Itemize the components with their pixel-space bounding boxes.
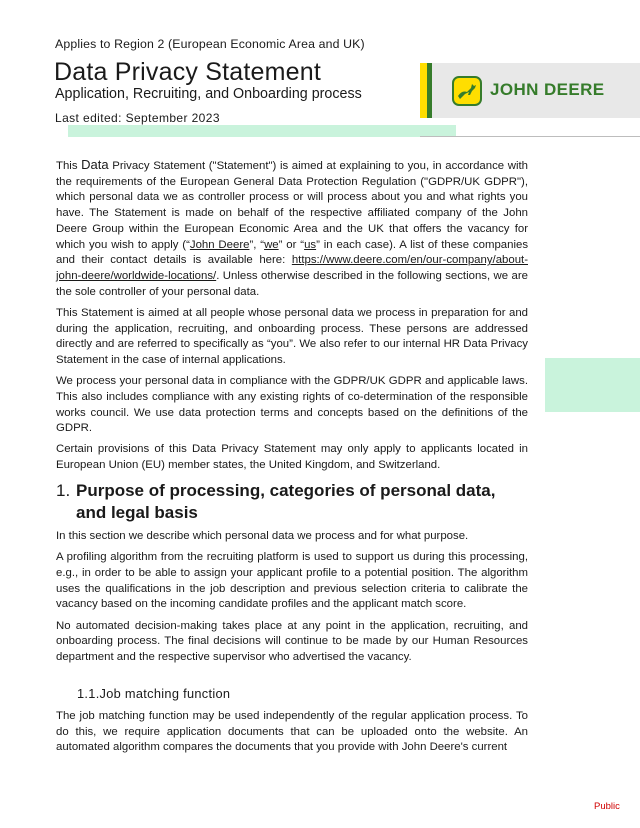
classification-label: Public <box>594 801 620 812</box>
section-1-paragraph-3: No automated decision-making takes place at any point in the application, recruiting, and onboarding process. The final decisions will continue to be made by our Human Resources department and the respective supervisor who advertised the vacancy. <box>56 619 528 663</box>
logo-green-stripe <box>427 63 432 118</box>
subsection-1-1-heading: 1.1.Job matching function <box>77 686 231 701</box>
header-divider <box>420 136 640 137</box>
subsection-1-1-paragraph: The job matching function may be used independently of the regular application process. To do this, we require application documents that can be uploaded onto the website. An automated algorithm compares the documents that you provide with John Deere's current <box>56 710 528 754</box>
section-title: Purpose of processing, categories of personal data, and legal basis <box>76 481 496 522</box>
john-deere-logo <box>420 63 640 118</box>
section-number: 1. <box>56 481 71 500</box>
intro-paragraph-2: This Statement is aimed at all people whose personal data we process in preparation for and during the application, recruiting, and onboarding process. These persons are addressed directly and are referred to specifically as “you”. We also refer to our internal HR Data Privacy Statement in the case of internal applications. <box>56 306 528 366</box>
logo-wordmark: JOHN DEERE <box>490 80 605 99</box>
page-title: Data Privacy Statement <box>54 58 322 86</box>
intro-paragraph-3: We process your personal data in compliance with the GDPR/UK GDPR and applicable laws. This also includes compliance with any existing rights of co-determination of the responsible works council. We use data protection terms and concepts based on the definitions of the GDPR. <box>56 375 528 435</box>
intro-paragraph-4: Certain provisions of this Data Privacy Statement may only apply to applicants located in European Union (EU) member states, the United Kingdom, and Switzerland. <box>56 443 528 472</box>
section-1-paragraph-2: A profiling algorithm from the recruiting platform is used to support us during this processing, e.g., in order to be able to assign your applicant profile to a potential position. The algorithm uses the qualifications in the job description and previous selection criteria to calibrate the vacancy based on the incoming candidate profiles and the applicant match score. <box>56 551 528 611</box>
page-subtitle: Application, Recruiting, and Onboarding process <box>55 86 362 102</box>
highlight-bar <box>68 125 456 137</box>
intro-paragraph-1: This Data Privacy Statement ("Statement") is aimed at explaining to you, in accordance with the requirements of the European General Data Protection Regulation ("GDPR/UK GDPR"), which personal data we as controller process or will process about you and what rights you have. The Statement is made on behalf of the respective affiliated company of the John Deere Group within the European Economic Area and the UK that offers the vacancy for which you wish to apply (“John Deere”, “we” or “us” in each case). A list of these companies and their contact details is available here: https://www.deere.com/en/our-company/about-john-deere/worldwide-locations/. Unless otherwise described in the following sections, we are the sole controller of your personal data. <box>56 157 529 298</box>
locations-link[interactable]: https://www.deere.com/en/our-company/about-john-deere/worldwide-locations/ <box>56 254 528 282</box>
section-1-paragraph-1: In this section we describe which personal data we process and for what purpose. <box>56 530 469 542</box>
applies-to-region: Applies to Region 2 (European Economic Area and UK) <box>55 37 365 51</box>
deer-icon <box>452 76 482 106</box>
subsection-1-1-body <box>56 709 528 756</box>
section-1-body <box>56 529 528 671</box>
side-highlight <box>545 358 640 412</box>
last-edited: Last edited: September 2023 <box>55 111 220 125</box>
section-1-heading <box>56 480 528 524</box>
intro-section <box>56 157 528 479</box>
logo-yellow-stripe <box>420 63 427 118</box>
